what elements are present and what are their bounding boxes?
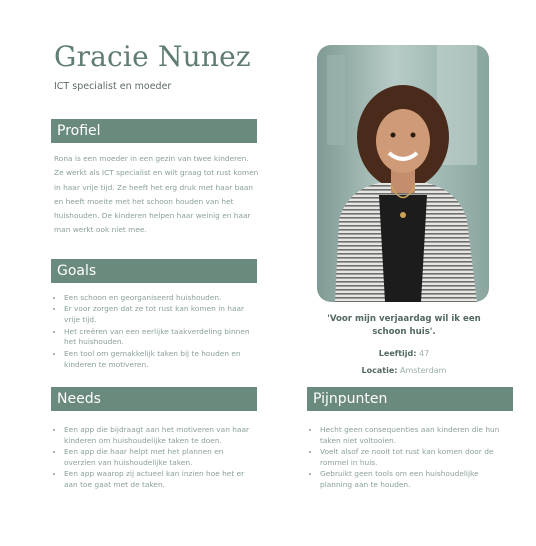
list-item: • Er voor zorgen dat ze tot rust kan komen in haar vrije tijd. [64, 304, 255, 326]
location-value: Amsterdam [400, 366, 447, 375]
goals-heading: Goals [51, 259, 257, 283]
location-label: Locatie: [361, 366, 398, 375]
age-label: Leeftijd: [378, 349, 417, 358]
needs-list [50, 425, 255, 491]
location-line [314, 366, 494, 375]
list-item: • Hecht geen consequenties aan kinderen die hun taken niet voltooien. [320, 425, 511, 447]
goals-list [50, 293, 255, 370]
list-item: • Voelt alsof ze nooit tot rust kan komen door de rommel in huis. [320, 447, 511, 469]
list-item: • Een app waarop zij actueel kan inzien hoe het er aan toe gaat met de taken. [64, 469, 255, 491]
profiel-heading: Profiel [51, 119, 257, 143]
list-item: • Een schoon en georganiseerd huishouden. [64, 293, 255, 304]
age-line [314, 349, 494, 358]
needs-heading: Needs [51, 387, 257, 411]
list-item: • Een app die haar helpt met het plannen en overzien van huishoudelijke taken. [64, 447, 255, 469]
list-item: • Een app die bijdraagt aan het motiveren van haar kinderen om huishoudelijke taken te doen. [64, 425, 255, 447]
persona-photo [317, 45, 489, 302]
pijnpunten-list [306, 425, 511, 491]
list-item: • Gebruikt geen tools om een huishoudelijke planning aan te houden. [320, 469, 511, 491]
pijnpunten-heading: Pijnpunten [307, 387, 513, 411]
pijnpunten-list-container [306, 425, 511, 492]
goals-list-container [50, 293, 255, 371]
persona-subtitle: ICT specialist en moeder [54, 81, 172, 92]
persona-quote: 'Voor mijn verjaardag wil ik een schoon huis'. [327, 314, 481, 337]
persona-name: Gracie Nunez [54, 40, 251, 73]
profiel-text: Rona is een moeder in een gezin van twee kinderen. Ze werkt als ICT specialist en wilt graag tot rust komen in haar vrije tijd. Ze heeft het erg druk met haar baan en heeft moeite met het schoon houden van het huishouden. De kinderen helpen haar weinig en haar man werkt ook niet mee. [54, 154, 259, 235]
age-value: 47 [419, 349, 430, 358]
needs-list-container [50, 425, 255, 492]
list-item: • Een tool om gemakkelijk taken bij te houden en kinderen te motiveren. [64, 349, 255, 371]
portrait-image [317, 45, 489, 302]
list-item: • Het creëren van een eerlijke taakverdeling binnen het huishouden. [64, 327, 255, 349]
